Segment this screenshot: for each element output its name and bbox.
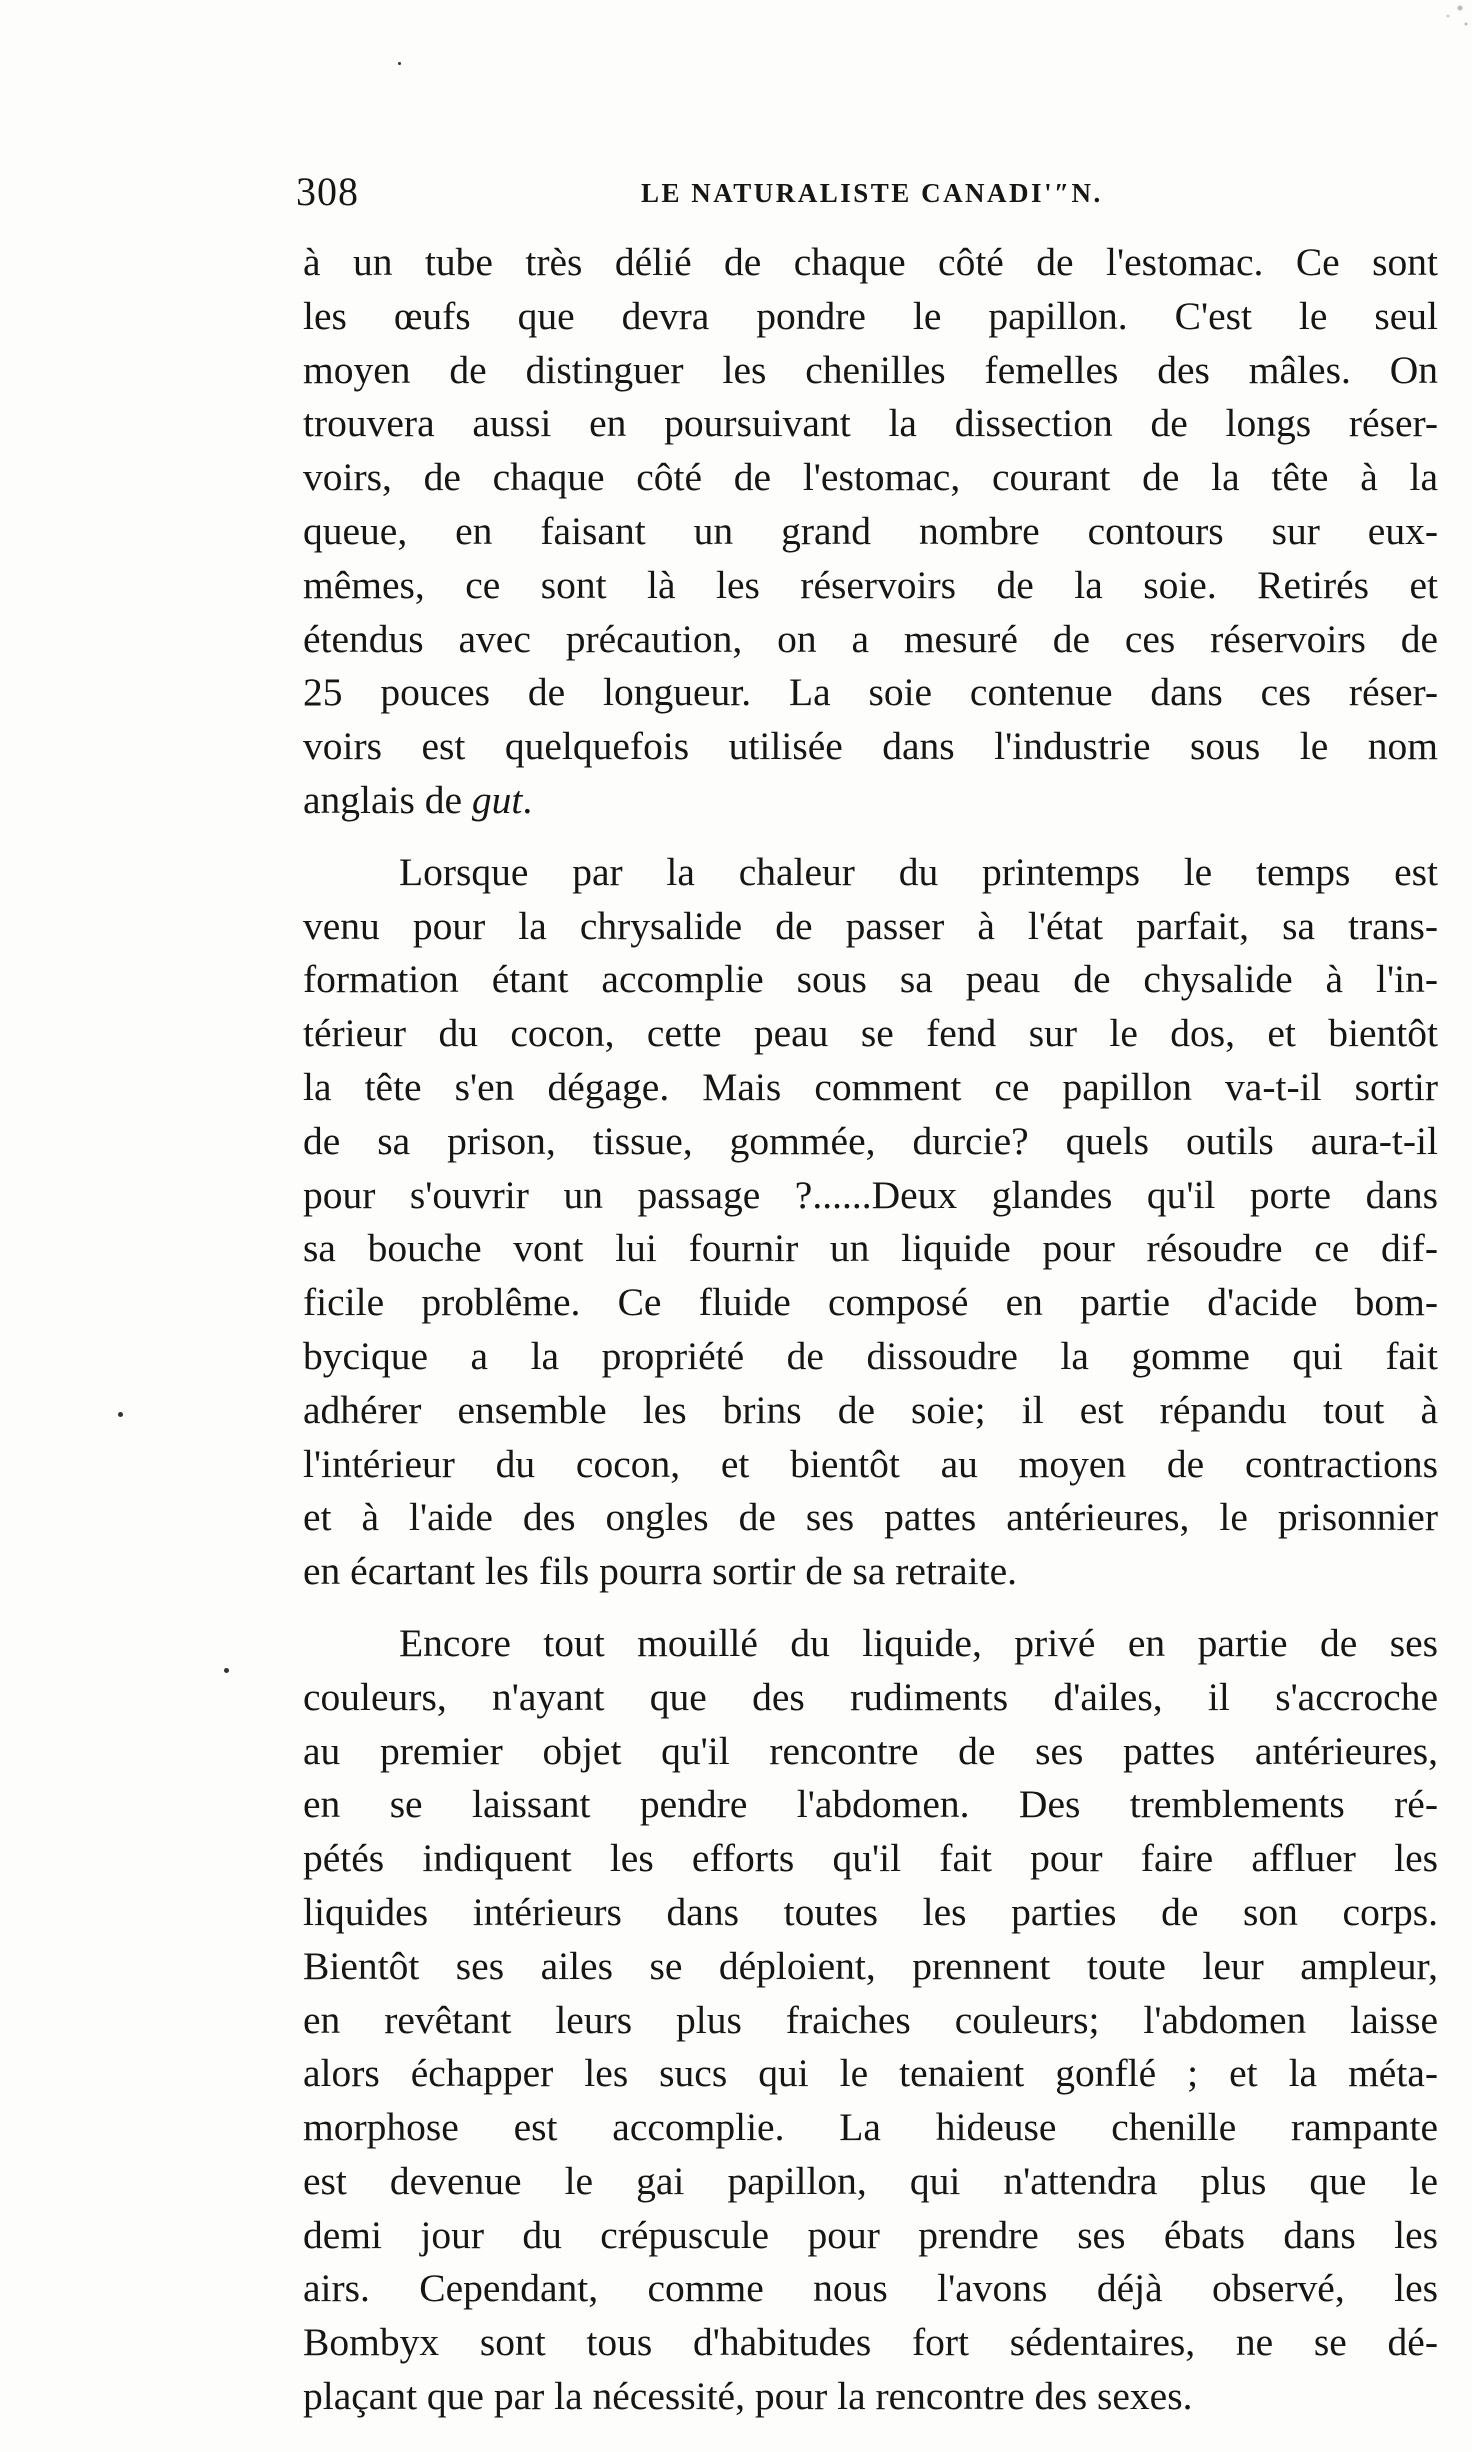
text-line: Encore tout mouillé du liquide, privé en partie de ses xyxy=(399,1620,1438,1665)
margin-speck xyxy=(398,62,401,65)
text-line: moyen de distinguer les chenilles femelles des mâles. On xyxy=(303,347,1438,392)
text-line: en écartant les fils pourra sortir de sa retraite. xyxy=(303,1549,1017,1594)
text-line: l'intérieur du cocon, et bientôt au moyen de contractions xyxy=(303,1441,1438,1486)
text-line: queue, en faisant un grand nombre contours sur eux- xyxy=(303,508,1438,553)
text-line: de sa prison, tissue, gommée, durcie? quels outils aura-t-il xyxy=(303,1118,1438,1163)
text-line: est devenue le gai papillon, qui n'attendra plus que le xyxy=(303,2158,1438,2203)
text-line: Lorsque par la chaleur du printemps le temps est xyxy=(399,849,1438,894)
text-line: demi jour du crépuscule pour prendre ses ébats dans les xyxy=(303,2212,1438,2257)
text-line: térieur du cocon, cette peau se fend sur le dos, et bientôt xyxy=(303,1011,1438,1056)
text-line: mêmes, ce sont là les réservoirs de la soie. Retirés et xyxy=(303,562,1438,607)
text-line: plaçant que par la nécessité, pour la rencontre des sexes. xyxy=(303,2374,1193,2419)
text-line: et à l'aide des ongles de ses pattes antérieures, le prisonnier xyxy=(303,1495,1438,1540)
text-line: liquides intérieurs dans toutes les parties de son corps. xyxy=(303,1889,1438,1934)
text-line: morphose est accomplie. La hideuse chenille rampante xyxy=(303,2105,1438,2150)
text-line: Bombyx sont tous d'habitudes fort sédentaires, ne se dé- xyxy=(303,2320,1438,2365)
text-line: trouvera aussi en poursuivant la dissection de longs réser- xyxy=(303,401,1438,446)
page-corner-noise xyxy=(1412,0,1472,40)
text-line: Bientôt ses ailes se déploient, prennent toute leur ampleur, xyxy=(303,1943,1438,1988)
text-line: la tête s'en dégage. Mais comment ce papillon va-t-il sortir xyxy=(303,1064,1438,1109)
text-line: étendus avec précaution, on a mesuré de ces réservoirs de xyxy=(303,616,1438,661)
text-line: venu pour la chrysalide de passer à l'état parfait, sa trans- xyxy=(303,903,1438,948)
text-line: formation étant accomplie sous sa peau de chysalide à l'in- xyxy=(303,957,1438,1002)
text-line: airs. Cependant, comme nous l'avons déjà observé, les xyxy=(303,2266,1438,2311)
paragraph xyxy=(303,236,1438,828)
paragraph xyxy=(303,1617,1438,2424)
page-number: 308 xyxy=(296,169,359,214)
page-header xyxy=(296,168,1446,218)
text-line: les œufs que devra pondre le papillon. C'est le seul xyxy=(303,293,1438,338)
text-line: voirs est quelquefois utilisée dans l'industrie sous le nom xyxy=(303,724,1438,769)
text-line: pétés indiquent les efforts qu'il fait pour faire affluer les xyxy=(303,1836,1438,1881)
text-line: bycique a la propriété de dissoudre la gomme qui fait xyxy=(303,1333,1438,1378)
text-line: en revêtant leurs plus fraiches couleurs; l'abdomen laisse xyxy=(303,1997,1438,2042)
text-line: anglais de gut. xyxy=(303,777,533,822)
text-line: pour s'ouvrir un passage ?......Deux glandes qu'il porte dans xyxy=(303,1172,1438,1217)
text-line: en se laissant pendre l'abdomen. Des tremblements ré- xyxy=(303,1782,1438,1827)
margin-speck xyxy=(118,1412,123,1417)
margin-speck xyxy=(224,1668,229,1673)
text-line: au premier objet qu'il rencontre de ses pattes antérieures, xyxy=(303,1728,1438,1773)
text-line: sa bouche vont lui fournir un liquide pour résoudre ce dif- xyxy=(303,1226,1438,1271)
text-line: 25 pouces de longueur. La soie contenue dans ces réser- xyxy=(303,670,1438,715)
text-line: ficile problême. Ce fluide composé en partie d'acide bom- xyxy=(303,1280,1438,1325)
body-text xyxy=(303,236,1438,2424)
text-line: adhérer ensemble les brins de soie; il est répandu tout à xyxy=(303,1387,1438,1432)
paragraph-gap xyxy=(303,828,1438,846)
paragraph xyxy=(303,846,1438,1599)
italic-term: gut xyxy=(471,777,523,822)
text-line: voirs, de chaque côté de l'estomac, courant de la tête à la xyxy=(303,455,1438,500)
text-line: alors échapper les sucs qui le tenaient gonflé ; et la méta- xyxy=(303,2051,1438,2096)
text-line: couleurs, n'ayant que des rudiments d'ailes, il s'accroche xyxy=(303,1674,1438,1719)
text-line: à un tube très délié de chaque côté de l'estomac. Ce sont xyxy=(303,240,1438,284)
paragraph-gap xyxy=(303,1599,1438,1617)
running-title: LE NATURALISTE CANADI'″N. xyxy=(641,178,1103,208)
